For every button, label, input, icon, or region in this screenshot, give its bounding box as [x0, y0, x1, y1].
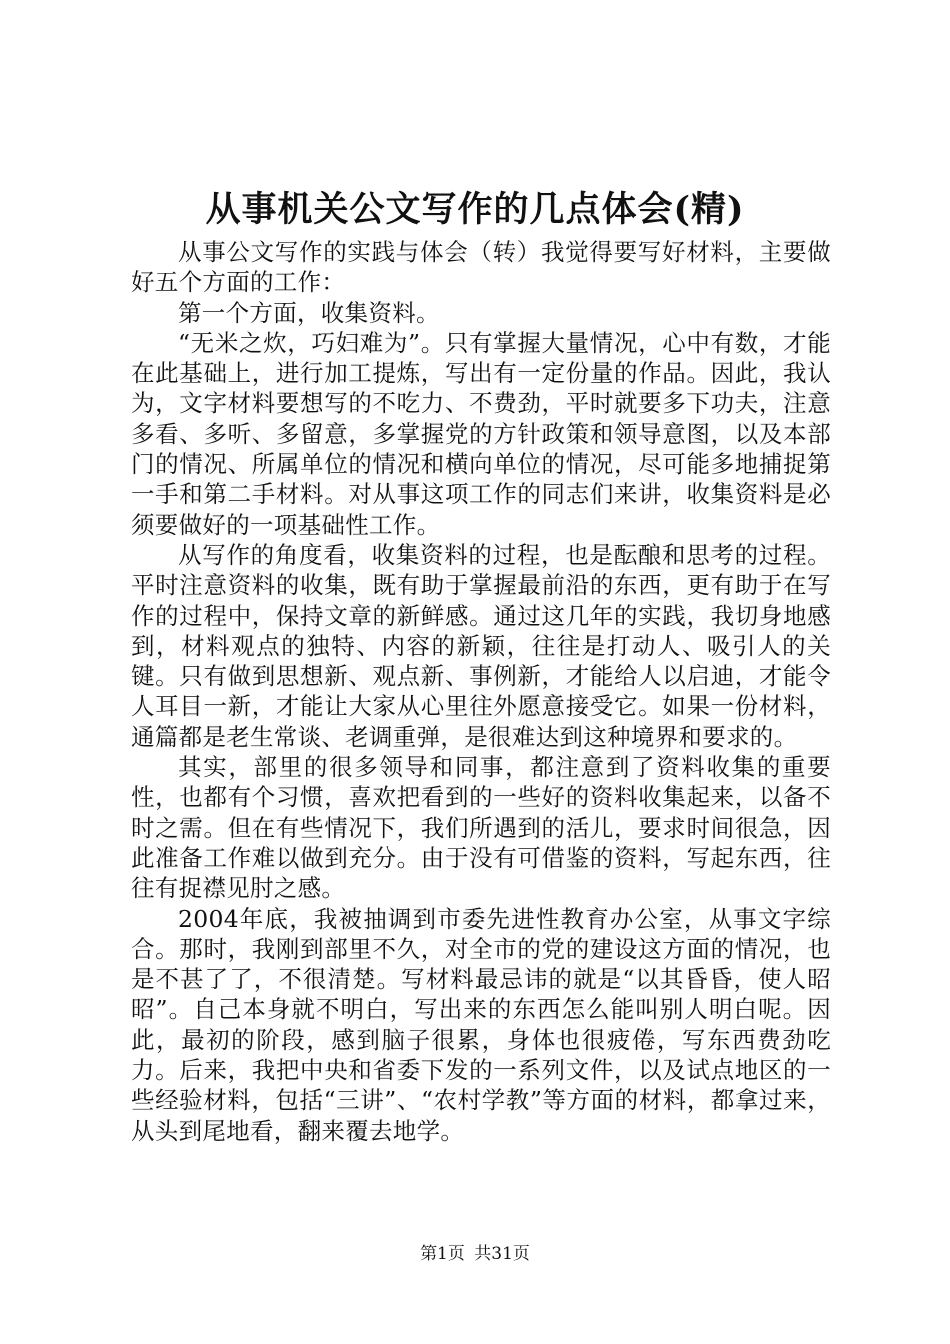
document-body — [131, 237, 831, 1146]
paragraph: 2004年底，我被抽调到市委先进性教育办公室，从事文字综合。那时，我刚到部里不久，对全市的党的建设这方面的情况，也是不甚了了，不很清楚。写材料最忌讳的就是“以其昏昏，使人昭昭”。自己本身就不明白，写出来的东西怎么能叫别人明白呢。因此，最初的阶段，感到脑子很累，身体也很疲倦，写东西费劲吃力。后来，我把中央和省委下发的一系列文件，以及试点地区的一些经验材料，包括“三讲”、“农村学教”等方面的材料，都拿过来，从头到尾地看，翻来覆去地学。 — [131, 904, 831, 1145]
paragraph: “无米之炊，巧妇难为”。只有掌握大量情况，心中有数，才能在此基础上，进行加工提炼，写出有一定份量的作品。因此，我认为，文字材料要想写的不吃力、不费劲，平时就要多下功夫，注意多看、多听、多留意，多掌握党的方针政策和领导意图，以及本部门的情况、所属单位的情况和横向单位的情况，尽可能多地捕捉第一手和第二手材料。对从事这项工作的同志们来讲，收集资料是必须要做好的一项基础性工作。 — [131, 328, 831, 539]
paragraph: 其实，部里的很多领导和同事，都注意到了资料收集的重要性，也都有个习惯，喜欢把看到的一些好的资料收集起来，以备不时之需。但在有些情况下，我们所遇到的活儿，要求时间很急，因此准备工作难以做到充分。由于没有可借鉴的资料，写起东西，往往有捉襟见肘之感。 — [131, 753, 831, 903]
paragraph: 从事公文写作的实践与体会（转）我觉得要写好材料，主要做好五个方面的工作： — [131, 238, 831, 297]
paragraph: 第一个方面，收集资料。 — [178, 298, 440, 327]
paragraph: 从写作的角度看，收集资料的过程，也是酝酿和思考的过程。平时注意资料的收集，既有助于掌握最前沿的东西，更有助于在写作的过程中，保持文章的新鲜感。通过这几年的实践，我切身地感到，材料观点的独特、内容的新颖，往往是打动人、吸引人的关键。只有做到思想新、观点新、事例新，才能给人以启迪，才能令人耳目一新，才能让大家从心里往外愿意接受它。如果一份材料，通篇都是老生常谈、老调重弹，是很难达到这种境界和要求的。 — [131, 540, 831, 751]
page-number: 第1页 — [420, 1244, 465, 1264]
document-title: 从事机关公文写作的几点体会(精) — [205, 189, 745, 230]
page-footer — [0, 1242, 950, 1266]
page-total: 共31页 — [474, 1244, 530, 1264]
